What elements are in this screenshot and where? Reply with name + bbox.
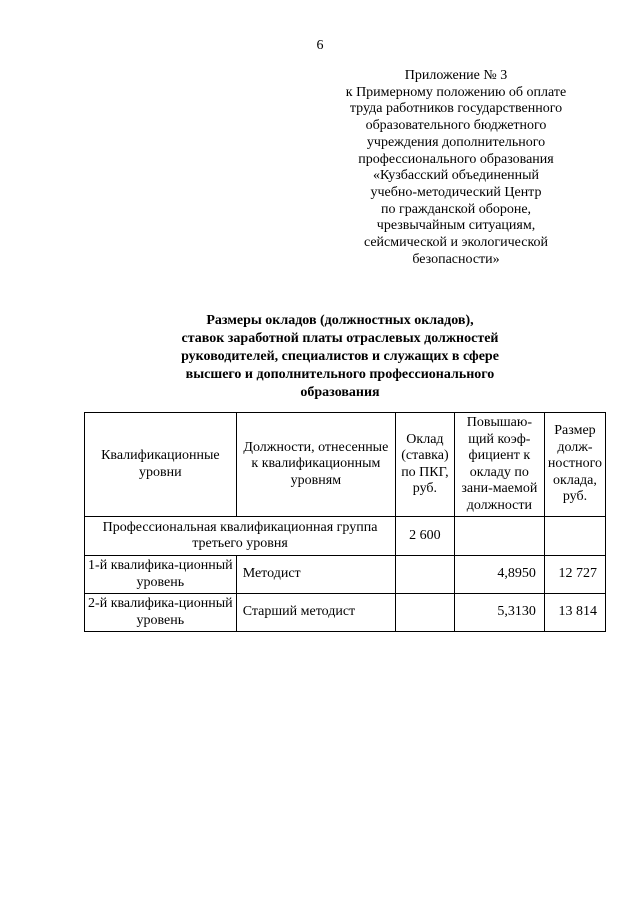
- header-salary-size: Размер долж-ностного оклада, руб.: [544, 413, 605, 517]
- header-positions: Должности, отнесенные к квалификационным уровням: [236, 413, 395, 517]
- group-coefficient-empty: [454, 517, 544, 556]
- salary-table: [84, 412, 606, 632]
- table-header-row: [85, 413, 606, 517]
- header-coefficient: Повышаю-щий коэф-фициент к окладу по зани-маемой должности: [454, 413, 544, 517]
- appendix-line: чрезвычайным ситуациям,: [376, 218, 536, 234]
- row-coefficient: 5,3130: [454, 594, 544, 632]
- title-line: ставок заработной платы отраслевых должностей: [181, 331, 499, 346]
- row-level: 1-й квалифика-ционный уровень: [85, 556, 237, 594]
- table-group-row: [85, 517, 606, 556]
- header-base-salary: Оклад (ставка) по ПКГ, руб.: [396, 413, 455, 517]
- group-label: Профессиональная квалификационная группа третьего уровня: [85, 517, 396, 556]
- row-position: Методист: [236, 556, 395, 594]
- appendix-line: учебно-методический Центр: [370, 184, 542, 200]
- row-salary-size: 13 814: [544, 594, 605, 632]
- document-title: [150, 312, 530, 402]
- appendix-line: труда работников государственного: [349, 101, 563, 117]
- header-qualification-levels: Квалификационные уровни: [85, 413, 237, 517]
- row-salary-size: 12 727: [544, 556, 605, 594]
- appendix-header: [330, 68, 582, 268]
- appendix-line: к Примерному положению об оплате: [345, 84, 567, 100]
- page-number: 6: [316, 38, 324, 53]
- appendix-line: безопасности»: [412, 251, 500, 267]
- row-position: Старший методист: [236, 594, 395, 632]
- row-salary-empty: [396, 594, 455, 632]
- appendix-line: «Кузбасский объединенный: [372, 168, 540, 184]
- row-salary-empty: [396, 556, 455, 594]
- title-line: руководителей, специалистов и служащих в сфере: [181, 349, 499, 364]
- title-line: Размеры окладов (должностных окладов),: [206, 313, 474, 328]
- table-row: [85, 556, 606, 594]
- appendix-line: Приложение № 3: [404, 68, 508, 83]
- title-line: высшего и дополнительного профессионального: [185, 367, 495, 382]
- appendix-line: учреждения дополнительного: [366, 134, 546, 150]
- row-coefficient: 4,8950: [454, 556, 544, 594]
- group-base-salary: 2 600: [396, 517, 455, 556]
- appendix-line: образовательного бюджетного: [365, 118, 547, 134]
- table-row: [85, 594, 606, 632]
- row-level: 2-й квалифика-ционный уровень: [85, 594, 237, 632]
- group-size-empty: [544, 517, 605, 556]
- appendix-line: профессионального образования: [358, 151, 554, 167]
- appendix-line: по гражданской обороне,: [380, 201, 532, 217]
- appendix-line: сейсмической и экологической: [363, 235, 549, 251]
- title-line: образования: [300, 385, 380, 400]
